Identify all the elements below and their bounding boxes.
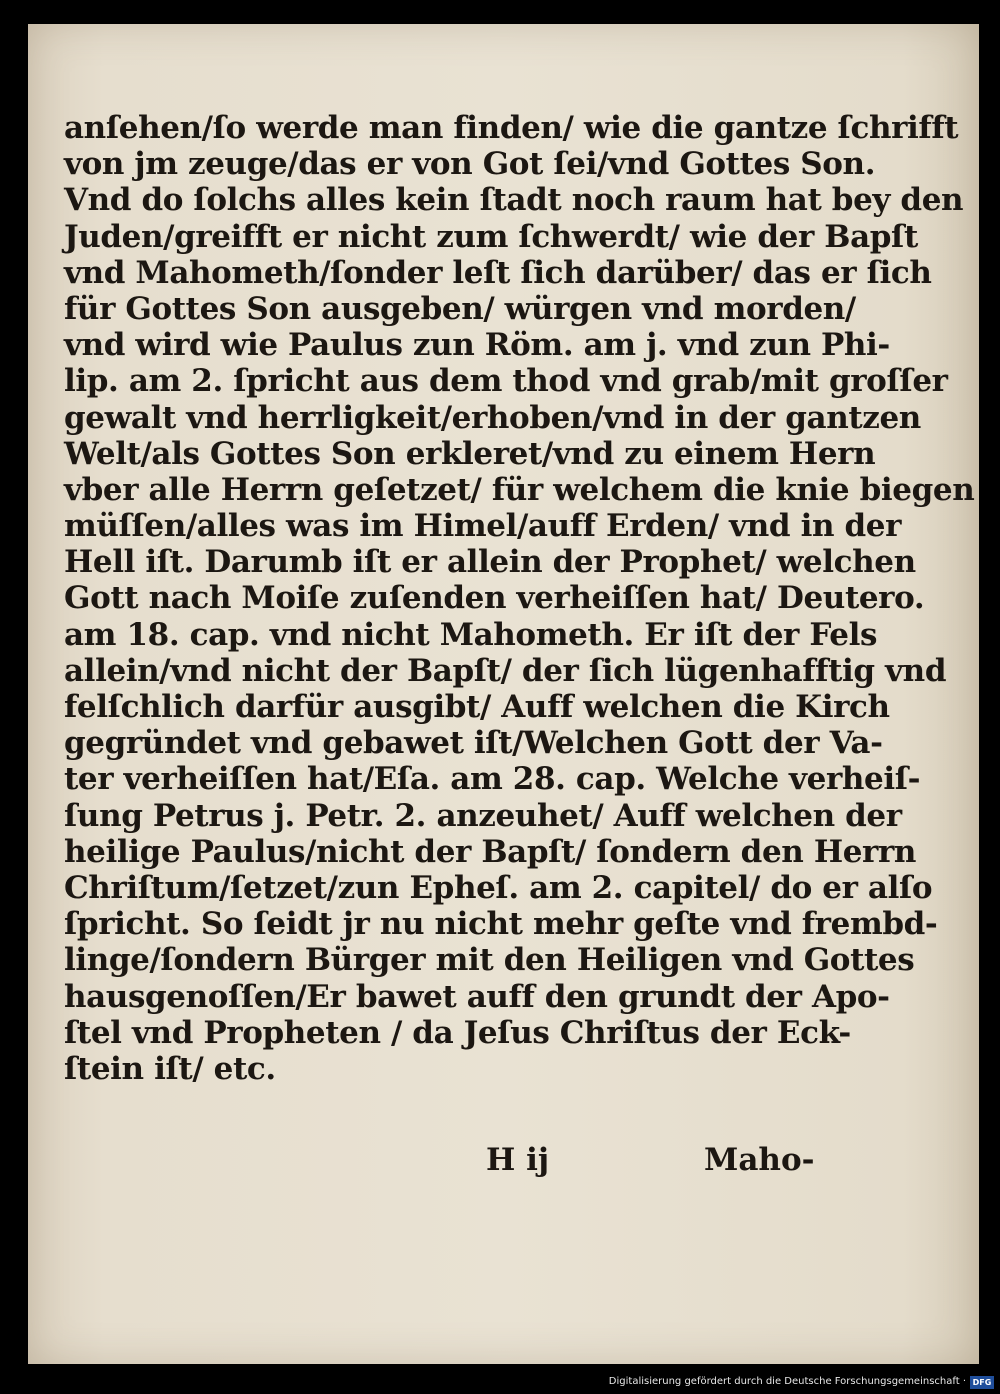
text-line: von jm zeuge/das er von Got ſei/vnd Gottes Son.	[64, 146, 876, 183]
text-line: Gott nach Moiſe zuſenden verheiſſen hat/ Deutero.	[64, 580, 925, 617]
footer-credit: Digitalisierung gefördert durch die Deutsche Forschungsgemeinschaft ·	[608, 1376, 966, 1387]
text-line: Vnd do ſolchs alles kein ſtadt noch raum hat bey den	[64, 182, 964, 219]
page-bottom	[28, 1142, 979, 1192]
text-line: ter verheiſſen hat/Eſa. am 28. cap. Welche verheiſ-	[64, 761, 921, 798]
text-line: felſchlich darfür ausgibt/ Auff welchen die Kirch	[64, 689, 890, 725]
text-line: heilige Paulus/nicht der Bapſt/ ſondern den Herrn	[64, 833, 917, 870]
text-line: lip. am 2. ſpricht aus dem thod vnd grab/mit groſſer	[64, 363, 948, 400]
catchword: Maho-	[704, 1142, 815, 1178]
text-line: Welt/als Gottes Son erkleret/vnd zu einem Hern	[64, 435, 876, 472]
text-line: vnd Mahometh/ſonder leſt ſich darüber/ das er ſich	[64, 254, 932, 291]
text-line: ſpricht. So ſeidt jr nu nicht mehr geſte vnd frembd-	[64, 906, 938, 943]
page-text	[64, 110, 975, 1087]
text-line: gewalt vnd herrligkeit/erhoben/vnd in der gantzen	[64, 399, 921, 436]
text-line: hausgenoſſen/Er bawet auff den grundt der Apo-	[64, 978, 890, 1015]
text-line: gegründet vnd gebawet iſt/Welchen Gott der Va-	[64, 725, 883, 762]
text-line: vnd wird wie Paulus zun Röm. am j. vnd zun Phi-	[64, 327, 890, 364]
text-line: ſung Petrus j. Petr. 2. anzeuhet/ Auff welchen der	[64, 797, 902, 834]
text-line: am 18. cap. vnd nicht Mahometh. Er iſt der Fels	[64, 616, 878, 653]
dfg-logo-icon: DFG	[970, 1376, 994, 1389]
signature-mark: H ij	[486, 1142, 550, 1178]
text-line: ſtel vnd Propheten / da Jeſus Chriſtus der Eck-	[64, 1014, 851, 1051]
book-page	[28, 24, 979, 1364]
text-line: für Gottes Son ausgeben/ würgen vnd morden/	[64, 290, 856, 327]
text-line: linge/ſondern Bürger mit den Heiligen vnd Gottes	[64, 942, 915, 979]
text-line: Chriſtum/ſetzet/zun Epheſ. am 2. capitel/ do er alſo	[64, 869, 933, 906]
text-line: Juden/greifft er nicht zum ſchwerdt/ wie der Bapſt	[64, 218, 918, 255]
text-line: Hell iſt. Darumb iſt er allein der Prophet/ welchen	[64, 544, 916, 581]
text-line: müſſen/alles was im Himel/auff Erden/ vnd in der	[64, 508, 902, 545]
text-line: anſehen/ſo werde man finden/ wie die gantze ſchrifft	[64, 110, 959, 146]
text-line: ſtein iſt/ etc.	[64, 1050, 276, 1087]
text-line: allein/vnd nicht der Bapſt/ der ſich lügenhafftig vnd	[64, 652, 947, 689]
footer-bar	[0, 1372, 1000, 1394]
text-line: vber alle Herrn geſetzet/ für welchem die knie biegen	[64, 471, 975, 508]
